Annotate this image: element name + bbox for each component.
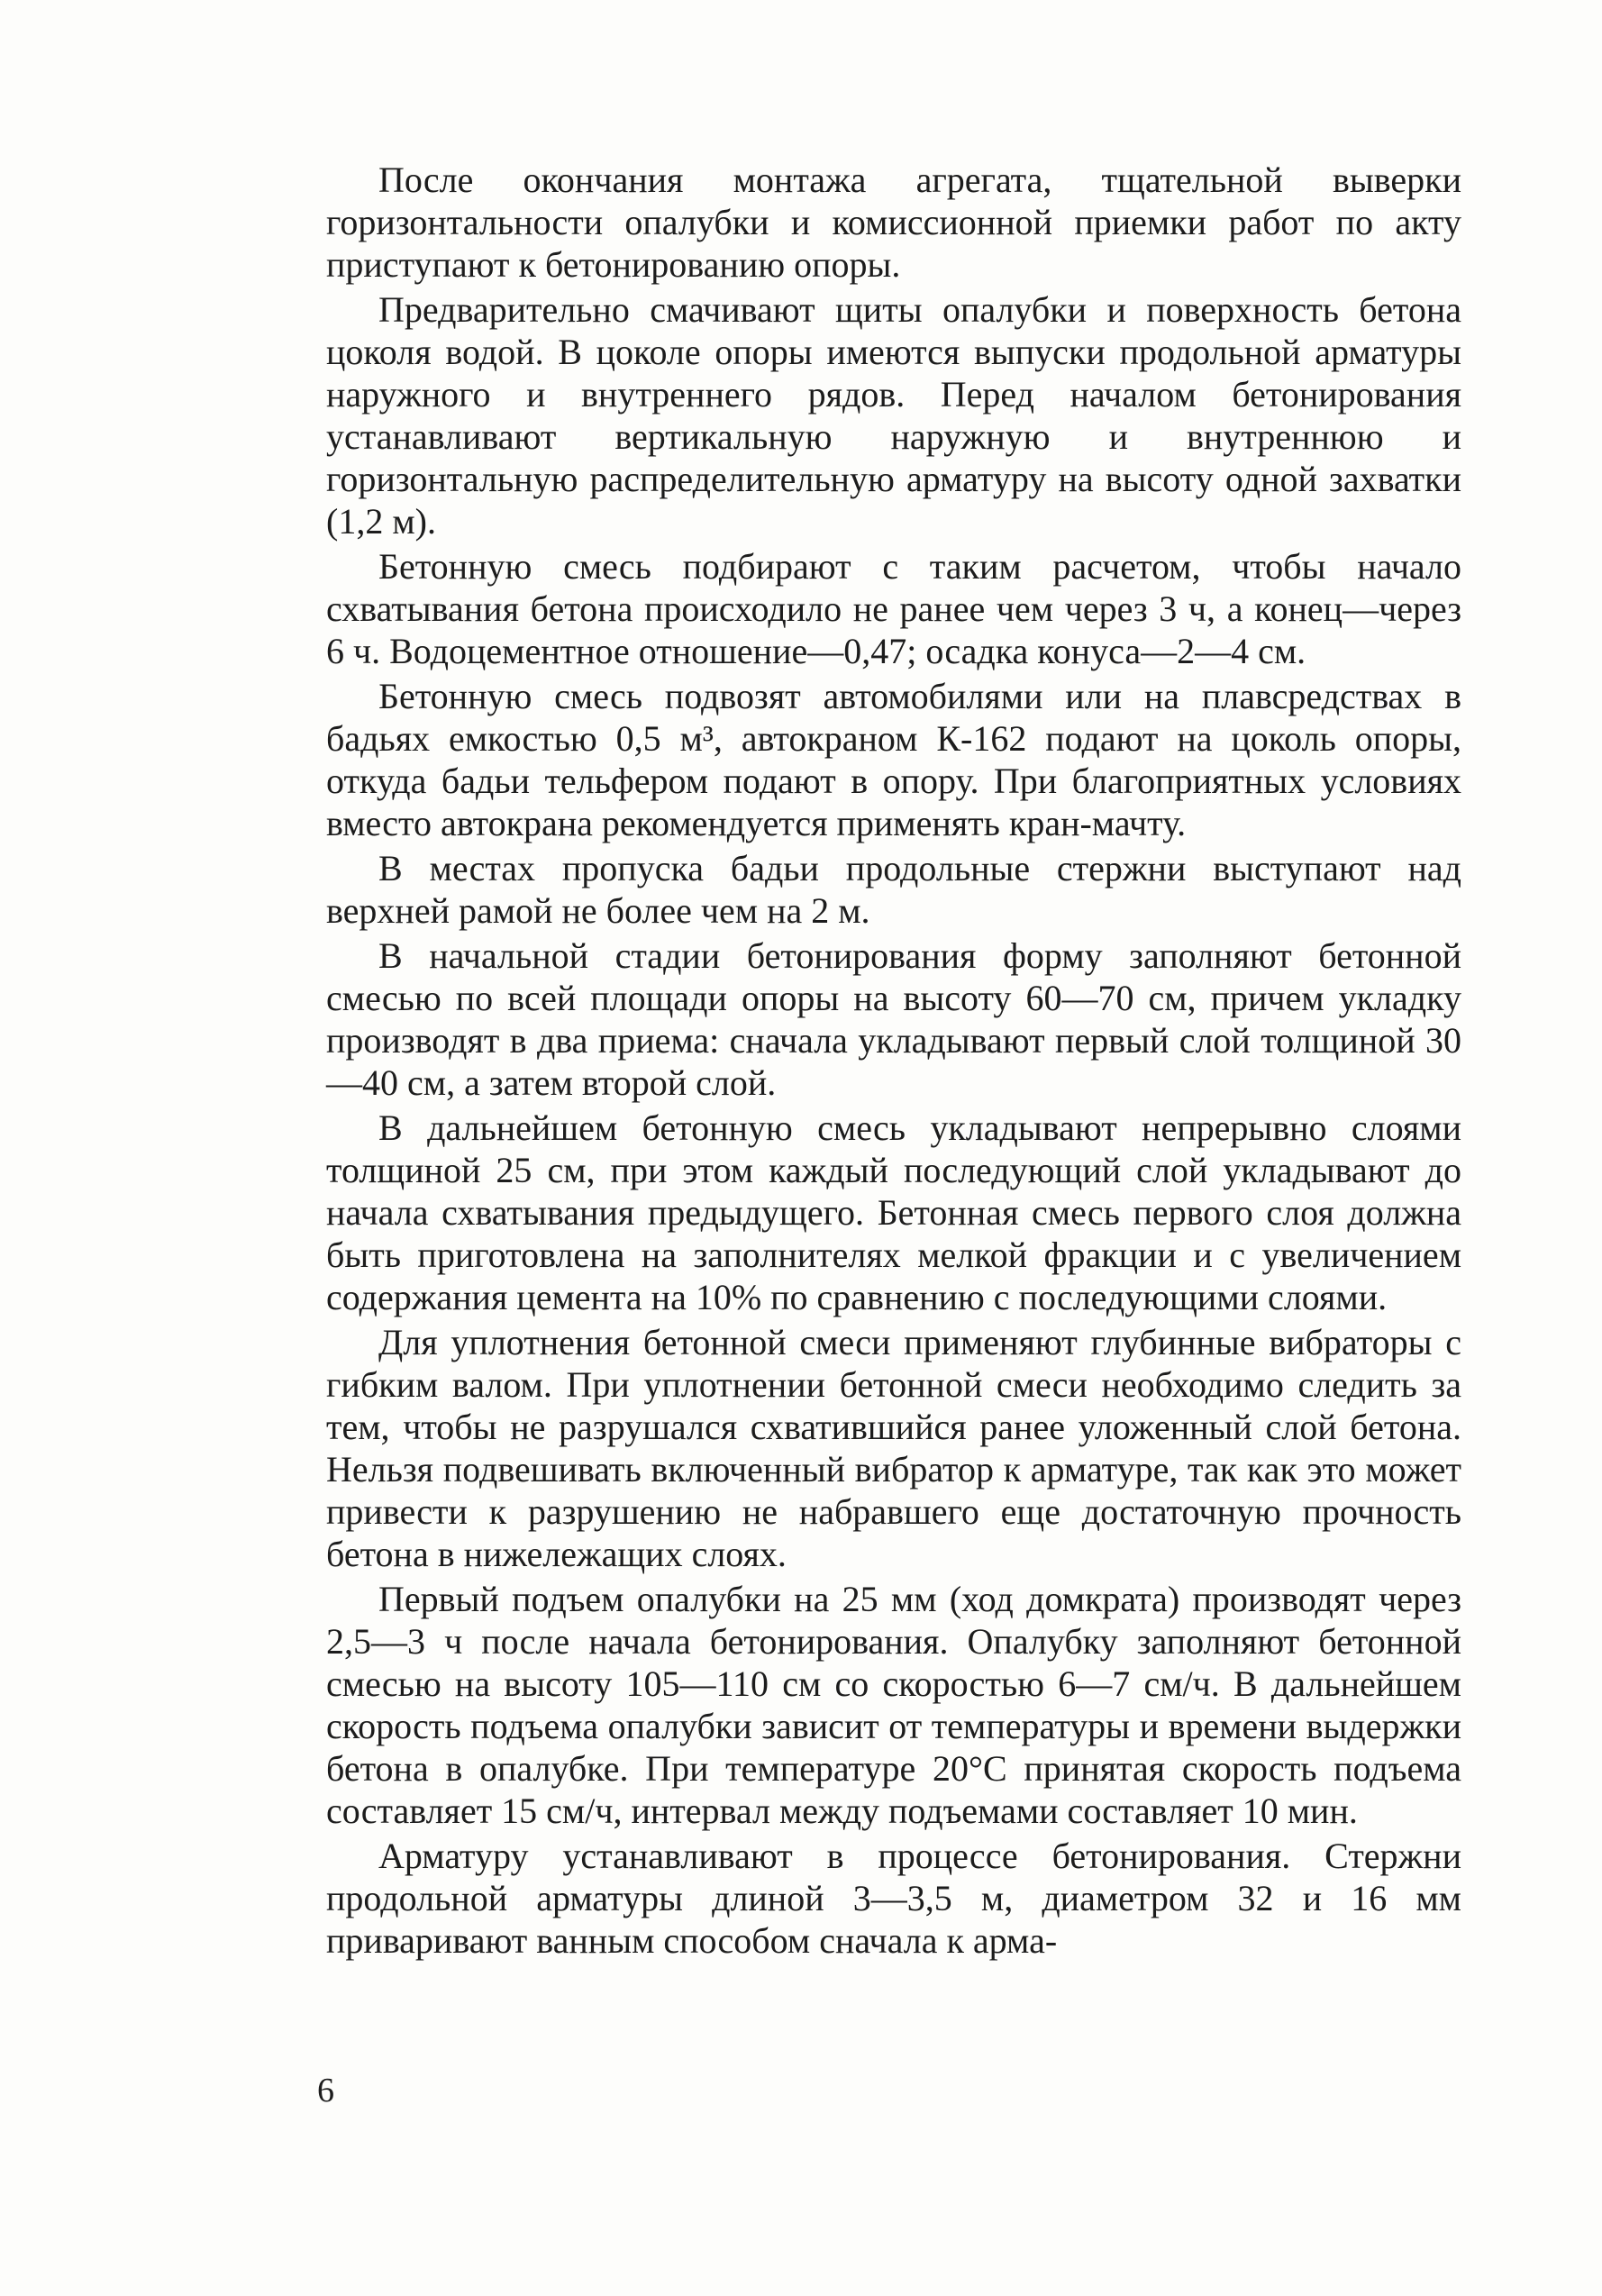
paragraph-9: Первый подъем опалубки на 25 мм (ход домкрата) производят через 2,5—3 ч после начала бетонирования. Опалубку заполняют бетонной смесью на высоту 105—110 см со скоростью 6—7 см/ч. В дальнейшем скорость подъема опалубки зависит от температуры и времени выдержки бетона в опалубке. При температуре 20°С принятая скорость подъема составляет 15 см/ч, интервал между подъемами составляет 10 мин. — [326, 1579, 1461, 1831]
paragraph-10: Арматуру устанавливают в процессе бетонирования. Стержни продольной арматуры длиной 3—3,5 м, диаметром 32 и 16 мм приваривают ванным способом сначала к арма- — [326, 1836, 1461, 1961]
paragraph-1: После окончания монтажа агрегата, тщательной выверки горизонтальности опалубки и комиссионной приемки работ по акту приступают к бетонированию опоры. — [326, 159, 1461, 285]
paragraph-3: Бетонную смесь подбирают с таким расчетом, чтобы начало схватывания бетона происходило не ранее чем через 3 ч, а конец—через 6 ч. Водоцементное отношение—0,47; осадка конуса—2—4 см. — [326, 546, 1461, 671]
paragraph-2: Предварительно смачивают щиты опалубки и поверхность бетона цоколя водой. В цоколе опоры имеются выпуски продольной арматуры наружного и внутреннего рядов. Перед началом бетонирования устанавливают вертикальную наружную и внутреннюю и горизонтальную распределительную арматуру на высоту одной захватки (1,2 м). — [326, 289, 1461, 542]
body-text — [326, 159, 1461, 1964]
paragraph-4: Бетонную смесь подвозят автомобилями или на плавсредствах в бадьях емкостью 0,5 м³, автокраном К-162 подают на цоколь опоры, откуда бадьи тельфером подают в опору. При благоприятных условиях вместо автокрана рекомендуется применять кран-мачту. — [326, 676, 1461, 843]
paragraph-7: В дальнейшем бетонную смесь укладывают непрерывно слоями толщиной 25 см, при этом каждый последующий слой укладывают до начала схватывания предыдущего. Бетонная смесь первого слоя должна быть приготовлена на заполнителях мелкой фракции и с увеличением содержания цемента на 10% по сравнению с последующими слоями. — [326, 1107, 1461, 1317]
paragraph-6: В начальной стадии бетонирования форму заполняют бетонной смесью по всей площади опоры на высоту 60—70 см, причем укладку производят в два приема: сначала укладывают первый слой толщиной 30—40 см, а затем второй слой. — [326, 935, 1461, 1103]
paragraph-5: В местах пропуска бадьи продольные стержни выступают над верхней рамой не более чем на 2 м. — [326, 848, 1461, 931]
paragraph-8: Для уплотнения бетонной смеси применяют глубинные вибраторы с гибким валом. При уплотнении бетонной смеси необходимо следить за тем, чтобы не разрушался схватившийся ранее уложенный слой бетона. Нельзя подвешивать включенный вибратор к арматуре, так как это может привести к разрушению не набравшего еще достаточную прочность бетона в нижележащих слоях. — [326, 1322, 1461, 1574]
page-number: 6 — [317, 2072, 334, 2109]
